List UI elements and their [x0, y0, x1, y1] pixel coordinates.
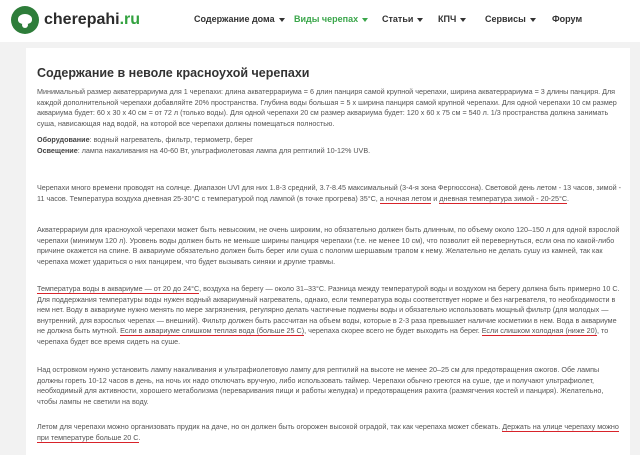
- equipment-text: : водный нагреватель, фильтр, термометр, берег: [89, 135, 253, 144]
- nav-item-turtle-species[interactable]: Виды черепах: [294, 14, 368, 24]
- equipment-label: Оборудование: [37, 135, 90, 144]
- site-logo[interactable]: [11, 6, 140, 34]
- highlight-night-summer: а ночная летом: [379, 193, 432, 203]
- chevron-down-icon: [417, 18, 423, 22]
- paragraph-lamps: Над островком нужно установить лампу накаливания и ультрафиолетовую лампу для рептилий на высоте не менее 20–25 см для предотвращения ожогов. Обе лампы должны гореть 10-12 часов в день, на ночь их надо отключать вручную, либо использовать таймер. Черепахи обычно греются на суше, где и получают ультрафиолет, необходимый для активности, хорошего метаболизма (переваривания пищи и работы желудка) и предотвращения рахита (размягчения костей и панциря). Желательно, чтобы лампы не светили на воду.: [37, 365, 604, 406]
- lighting-label: Освещение: [37, 145, 78, 155]
- nav-item-articles[interactable]: Статьи: [382, 14, 423, 24]
- lighting-text: : лампа накаливания на 40-60 Вт, ультрафиолетовая лампа для рептилий 10-12% UVB.: [77, 145, 371, 155]
- chevron-down-icon: [362, 18, 368, 22]
- highlight-winter-day-temperature: дневная температура зимой - 20-25°C: [439, 193, 568, 203]
- paragraph-tank-size: Минимальный размер акватеррариума для 1 черепахи: длина акватеррариума = 6 длин панциря самой крупной черепахи, ширина акватеррариума = 3 длины панциря. Для каждой дополнительной черепахи добавляйте 20% пространства. Глубина воды большая = 5 х ширина панциря самой крупной черепахи. Для одной черепахи 10 см размер аквариума будет: 60 х 30 х 40 см = от 72 л (только воды). Для одной черепахи 20 см размер аквариума будет: 120 х 60 х 75 см = 540 л. 1/3 пространства должна занимать суша, нависающая над водой, на которой все черепахи должны помещаться полностью.: [37, 87, 617, 128]
- nav-item-home-keeping[interactable]: Содержание дома: [194, 14, 285, 24]
- article-content: [26, 48, 630, 455]
- turtle-logo-icon: [11, 6, 39, 34]
- page-title: Содержание в неволе красноухой черепахи: [37, 66, 310, 80]
- paragraph-water-temperature: Температура воды в аквариуме — от 20 до 24°C, воздуха на берегу — около 31–33°C. Разница между температурой воды и воздухом на берегу должна быть примерно 10 С. Для поддержания температуры воды нужен водный аквариумный нагреватель, однако, если температура воды соответствует норме и без нагревателя, то необходимости в нем нет. Воду в аквариуме нужно менять по мере загрязнения, регулярно делать частичные подмены воды и обязательно использовать мощный фильтр (для молодых — внутренний, для взрослых черепах — внешний). Фильтр должен быть рассчитан на объем воды, которые в 2-3 раза превышает наличие косметики в нем. Вода в аквариуме не должна быть мутной. Если в аквариуме слишком теплая вода (больше 25 С), черепаха скорее всего не будет выходить на берег. Если слишком холодная (ниже 20), то черепаха будет все время сидеть на суше.: [37, 284, 620, 346]
- highlight-outdoor-temperature: Держать на улице черепаху можно при температуре больше 20 С: [37, 422, 619, 442]
- site-header: [0, 0, 640, 42]
- nav-item-forum[interactable]: Форум: [552, 14, 583, 24]
- logo-text: cherepahi.ru: [44, 11, 141, 28]
- paragraph-aquaterrarium: Акватеррариум для красноухой черепахи может быть невысоким, не очень широким, но обязательно должен быть длинным, по объему около 120–150 л для одной взрослой черепахи (минимум 120 л). Уровень воды должен быть не меньше ширины панциря черепахи (т.е. не менее 10 см), что позволит ей перевернуться, если она по какой-либо причине окажется на спине. В аквариуме обязательно должен быть берег или суша с пологим шершавым трапом к нему. Желательно не делать сушу из камней, так как черепаха может удариться о них панцирем, что будет вызывать синяки и другие травмы.: [37, 225, 620, 266]
- chevron-down-icon: [279, 18, 285, 22]
- chevron-down-icon: [530, 18, 536, 22]
- paragraph-summer-pond: Летом для черепахи можно организовать прудик на даче, но он должен быть огорожен высокой оградой, так как черепаха может сбежать. Держать на улице черепаху можно при температуре больше 20 С.: [37, 422, 619, 442]
- main-nav: [150, 0, 640, 42]
- highlight-too-warm: Если в аквариуме слишком теплая вода (больше 25 С): [120, 326, 305, 335]
- nav-item-kpch[interactable]: КПЧ: [438, 14, 466, 24]
- highlight-water-temperature: Температура воды в аквариуме — от 20 до 24°C: [37, 284, 200, 293]
- chevron-down-icon: [460, 18, 466, 22]
- highlight-too-cold: Если слишком холодная (ниже 20): [481, 326, 598, 335]
- paragraph-light-temperature: Черепахи много времени проводят на солнце. Диапазон UVI для них 1.8-3 средний, 3.7-8.45 максимальный (3-4-я зона Фергюссона). Световой день летом - 13 часов, зимой - 11 часов. Температура воздуха дневная 25-30°C с температурой под лампой (в точке прогрева) 35°C, а ночная летом и дневная температура зимой - 20-25°C.: [37, 183, 621, 203]
- paragraph-equipment: [37, 135, 623, 156]
- nav-item-services[interactable]: Сервисы: [485, 14, 536, 24]
